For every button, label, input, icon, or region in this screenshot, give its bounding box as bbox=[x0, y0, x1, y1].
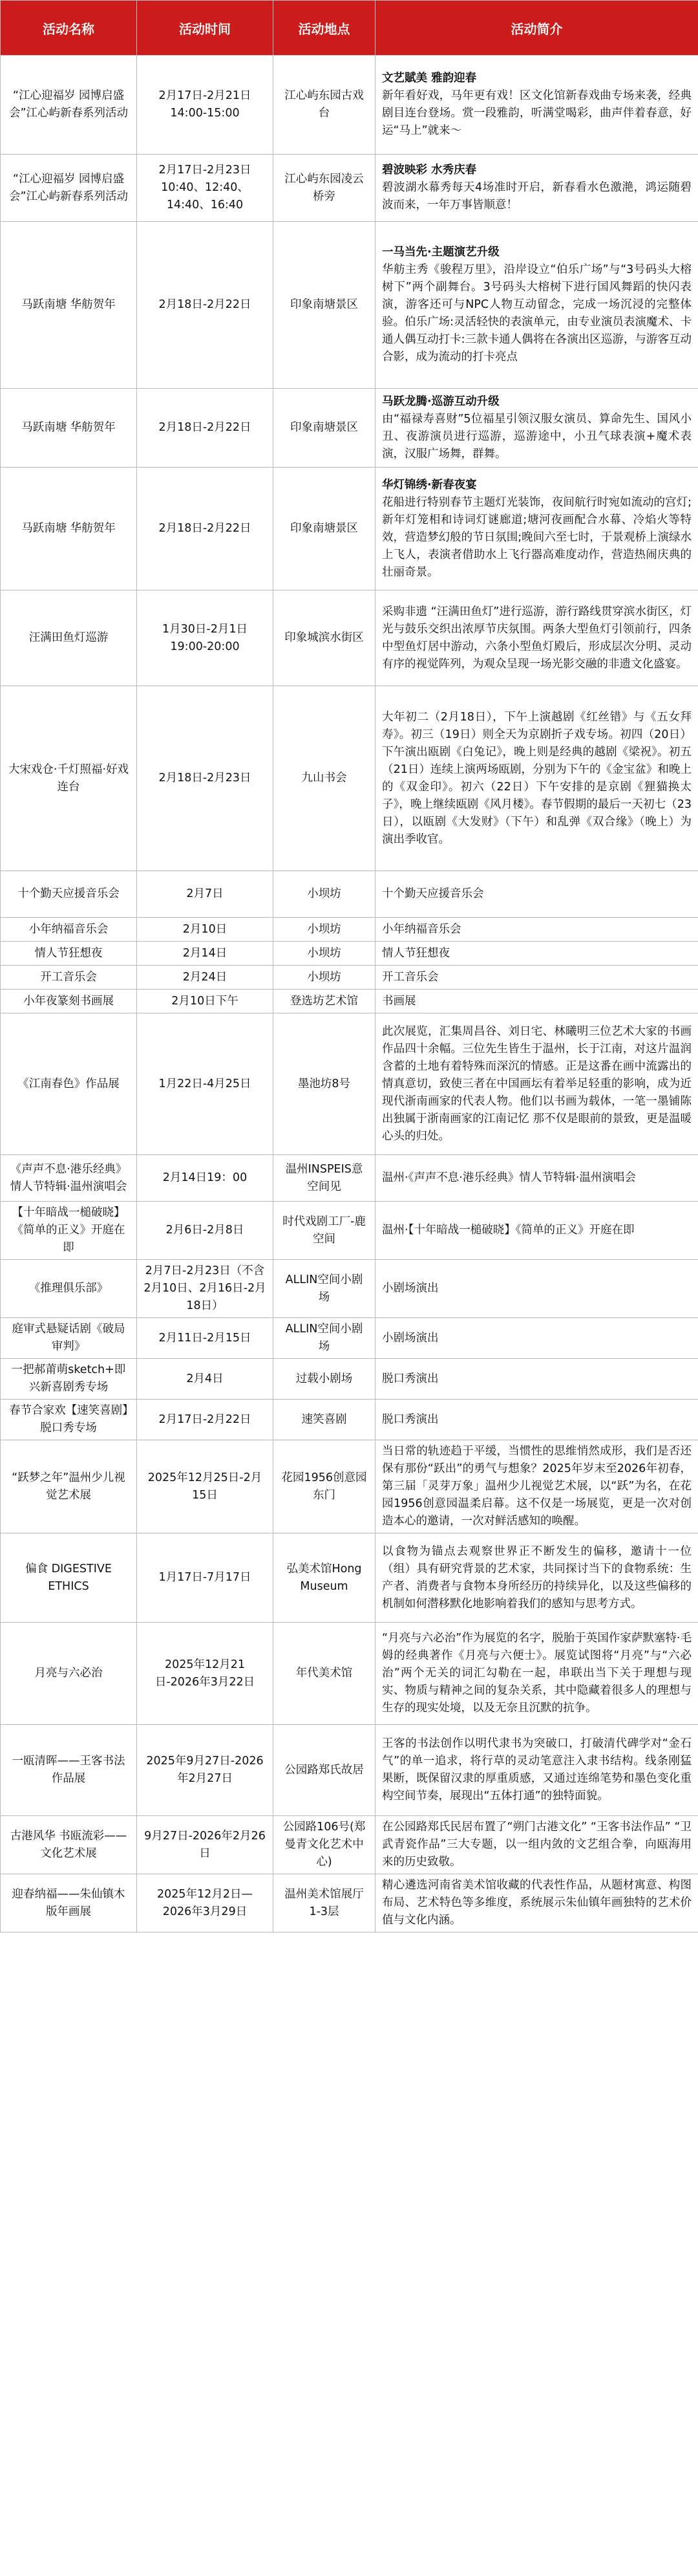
event-location-cell: 印象南塘景区 bbox=[273, 468, 375, 590]
table-row bbox=[1, 1874, 698, 1932]
event-description-cell bbox=[375, 56, 698, 155]
event-description-cell bbox=[375, 1260, 698, 1318]
event-description-text: 小剧场演出 bbox=[382, 1282, 439, 1295]
event-name-cell: 马跃南塘 华舫贺年 bbox=[1, 468, 137, 590]
event-description-cell bbox=[375, 686, 698, 871]
table-row bbox=[1, 990, 698, 1013]
table-row bbox=[1, 222, 698, 389]
table-row bbox=[1, 1400, 698, 1440]
event-name-cell: 《推理俱乐部》 bbox=[1, 1260, 137, 1318]
event-name-cell: 春节合家欢【速笑喜剧】脱口秀专场 bbox=[1, 1400, 137, 1440]
table-row bbox=[1, 1725, 698, 1816]
event-location-cell: 弘美术馆Hong Museum bbox=[273, 1533, 375, 1623]
event-description-text: 新年看好戏，马年更有戏！区文化馆新春戏曲专场来袭，经典剧目连台登场。赏一段雅韵，听满堂喝彩，曲声伴着春意，好运“马上”就来～ bbox=[382, 89, 692, 137]
event-time-cell: 2月10日 bbox=[137, 918, 273, 942]
event-description-text: 大年初二（2月18日），下午上演越剧《红丝错》与《五女拜寿》。初三（19日）则全天为京剧折子戏专场。初四（20日）下午演出瓯剧《白兔记》，晚上则是经典的越剧《梁祝》。初五（21日）连续上演两场瓯剧，分别为下午的《金宝盆》和晚上的《双金印》。初六（22日）下午安排的是京剧《狸猫换太子》，晚上继续瓯剧《风月楼》。春节假期的最后一天初七（23日），以瓯剧《大发财》（下午）和乱弹《双合缘》（晚上）为演出季收官。 bbox=[382, 710, 692, 846]
event-description-text: 小年纳福音乐会 bbox=[382, 922, 461, 936]
event-description-cell bbox=[375, 1202, 698, 1260]
event-time-cell: 2025年12月25日-2月15日 bbox=[137, 1440, 273, 1533]
event-location-cell: 江心屿东园凌云桥旁 bbox=[273, 155, 375, 222]
table-row bbox=[1, 1816, 698, 1874]
table-row bbox=[1, 1155, 698, 1202]
event-description-text: 此次展览，汇集周昌谷、刘日宅、林曦明三位艺术大家的书画作品四十余幅。三位先生皆生于温州，长于江南，对这片温润含蓄的土地有着特殊而深沉的情感。正是这番在画中流露出的情真意切，致使三者在中国画坛有着举足轻重的影响，成为近现代浙南画家的代表人物。他们以书画为载体，一笔一墨铺陈出独属于浙南画家的江南记忆 那不仅是眼前的景致，更是温暖心头的归处。 bbox=[382, 1024, 692, 1143]
event-description-text: 情人节狂想夜 bbox=[382, 946, 450, 960]
event-location-cell: 速笑喜剧 bbox=[273, 1400, 375, 1440]
event-description-cell bbox=[375, 918, 698, 942]
table-row bbox=[1, 1359, 698, 1400]
event-name-cell: 《江南春色》作品展 bbox=[1, 1013, 137, 1155]
event-description-text: 由“福禄寿喜财”5位福星引领汉服女演员、算命先生、国风小丑、夜游演员进行巡游，巡游途中，小丑气球表演+魔术表演，汉服广场舞，群舞。 bbox=[382, 412, 692, 460]
table-row bbox=[1, 1013, 698, 1155]
event-location-cell: 登选坊艺术馆 bbox=[273, 990, 375, 1013]
table-row bbox=[1, 871, 698, 918]
table-row bbox=[1, 56, 698, 155]
event-time-cell: 2月7日-2月23日（不含2月10日、2月16日-2月18日） bbox=[137, 1260, 273, 1318]
event-description-text: “月亮与六必治”作为展览的名字，脱胎于英国作家萨默塞特·毛姆的经典著作《月亮与六便士》。展览试图将“月亮”与“六必治”两个无关的词汇勾勒在一起，串联出当下关于理想与现实、物质与精神之间的复杂关系，其中隐藏着很多人的理想与生存的现实处境，以及无奈且沉默的抗争。 bbox=[382, 1632, 692, 1715]
event-name-cell: 《声声不息·港乐经典》情人节特辑·温州演唱会 bbox=[1, 1155, 137, 1202]
event-description-cell bbox=[375, 222, 698, 389]
header-event-name: 活动名称 bbox=[1, 1, 137, 56]
event-name-cell: 小年夜篆刻书画展 bbox=[1, 990, 137, 1013]
event-description-text: 采购非遗 “汪满田鱼灯”进行巡游，游行路线贯穿滨水街区，灯光与鼓乐交织出浓厚节庆氛围。两条大型鱼灯引领前行，四条中型鱼灯居中游动，六条小型鱼灯殿后，形成层次分明、灵动有序的视觉阵列，为观众呈现一场光影交融的非遗文化盛宴。 bbox=[382, 605, 692, 671]
event-location-cell: 印象南塘景区 bbox=[273, 389, 375, 468]
event-description-cell bbox=[375, 1623, 698, 1725]
event-highlight-title: 文艺賦美 雅韵迎春 bbox=[382, 72, 477, 85]
event-name-cell: 十个勤天应援音乐会 bbox=[1, 871, 137, 918]
event-description-cell bbox=[375, 1440, 698, 1533]
event-time-cell: 2月24日 bbox=[137, 966, 273, 990]
event-description-cell bbox=[375, 942, 698, 966]
table-body bbox=[1, 56, 698, 1932]
event-name-cell: 偏食 DIGESTIVE ETHICS bbox=[1, 1533, 137, 1623]
event-name-cell: 一把郝莆萌sketch+即兴新喜剧秀专场 bbox=[1, 1359, 137, 1400]
event-description-cell bbox=[375, 1400, 698, 1440]
event-description-text: 脱口秀演出 bbox=[382, 1372, 439, 1385]
table-row bbox=[1, 966, 698, 990]
event-name-cell: 汪满田鱼灯巡游 bbox=[1, 590, 137, 686]
event-description-cell bbox=[375, 871, 698, 918]
table-row bbox=[1, 942, 698, 966]
table-row bbox=[1, 1623, 698, 1725]
event-highlight-title: 一马当先·主题演艺升级 bbox=[382, 246, 500, 259]
event-time-cell: 9月27日-2026年2月26日 bbox=[137, 1816, 273, 1874]
event-description-text: 开工音乐会 bbox=[382, 970, 439, 984]
event-name-cell: 月亮与六必治 bbox=[1, 1623, 137, 1725]
event-location-cell: 墨池坊8号 bbox=[273, 1013, 375, 1155]
event-description-cell bbox=[375, 1155, 698, 1202]
event-time-cell: 2月14日 bbox=[137, 942, 273, 966]
table-header-row bbox=[1, 1, 698, 56]
event-description-text: 精心遴选河南省美术馆收藏的代表性作品，从题材寓意、构图布局、艺术特色等多维度，系统展示朱仙镇年画独特的艺术价值与文化内涵。 bbox=[382, 1879, 692, 1927]
event-location-cell: 时代戏剧工厂-鹿空间 bbox=[273, 1202, 375, 1260]
event-location-cell: 年代美术馆 bbox=[273, 1623, 375, 1725]
event-description-cell bbox=[375, 590, 698, 686]
event-description-cell bbox=[375, 966, 698, 990]
event-description-text: 十个勤天应援音乐会 bbox=[382, 887, 484, 900]
event-description-text: 当日常的轨迹趋于平缓，当惯性的思维悄然成形，我们是否还保有那份“跃出”的勇气与想象？2025年岁末至2026年初春，第三届「灵芽万象」温州少儿视觉艺术展，以“跃”为名，在花园1956创意园温柔启幕。这不仅是一场展览，更是一次对创造本心的邀请，一次对鲜活感知的唤醒。 bbox=[382, 1445, 692, 1528]
event-description-cell bbox=[375, 1013, 698, 1155]
event-description-text: 在公园路郑氏民居布置了“朔门古港文化” “王客书法作品” “卫武青瓷作品”三大专题，以一组内敛的文艺组合拳，向瓯海用来的历史致敬。 bbox=[382, 1821, 692, 1868]
header-event-description: 活动简介 bbox=[375, 1, 698, 56]
event-location-cell: 小坝坊 bbox=[273, 942, 375, 966]
table-row bbox=[1, 1440, 698, 1533]
event-name-cell: 小年纳福音乐会 bbox=[1, 918, 137, 942]
event-description-text: 王客的书法创作以明代隶书为突破口，打破清代碑学对“金石气”的单一追求，将行草的灵动笔意注入隶书结构。线条刚猛果断，既保留汉隶的厚重质感，又通过连绵笔势和墨色变化重构空间节奏，展现出“五体打通”的独特面貌。 bbox=[382, 1737, 692, 1802]
event-description-text: 华舫主秀《骏程万里》，沿岸设立“伯乐广场”与“3号码头大榕树下”两个副舞台。3号码头大榕树下进行国风舞蹈的快闪表演，游客还可与NPC人物互动留念，完成一场沉浸的完整体验。伯乐广场:灵活轻快的表演单元，由专业演员表演魔术、卡通人偶互动打卡:三款卡通人偶将在各演出区巡游，与游客互动合影，成为流动的打卡亮点 bbox=[382, 263, 692, 363]
event-location-cell: 小坝坊 bbox=[273, 966, 375, 990]
event-highlight-title: 马跃龙腾·巡游互动升级 bbox=[382, 395, 500, 408]
table-row bbox=[1, 590, 698, 686]
event-name-cell: 大宋戏仓·千灯照福·好戏连台 bbox=[1, 686, 137, 871]
event-location-cell: 温州INSPEIS意空间见 bbox=[273, 1155, 375, 1202]
event-time-cell: 2025年9月27日-2026年2月27日 bbox=[137, 1725, 273, 1816]
event-description-cell bbox=[375, 1318, 698, 1359]
table-row bbox=[1, 1260, 698, 1318]
event-location-cell: 印象南塘景区 bbox=[273, 222, 375, 389]
event-time-cell: 2月10日下午 bbox=[137, 990, 273, 1013]
event-time-cell: 2月7日 bbox=[137, 871, 273, 918]
table-row bbox=[1, 468, 698, 590]
event-description-cell bbox=[375, 1874, 698, 1932]
event-time-cell: 2月6日-2月8日 bbox=[137, 1202, 273, 1260]
event-description-cell bbox=[375, 389, 698, 468]
event-name-cell: “跃梦之年”温州少儿视觉艺术展 bbox=[1, 1440, 137, 1533]
event-description-text: 书画展 bbox=[382, 994, 416, 1008]
event-time-cell: 2月11日-2月15日 bbox=[137, 1318, 273, 1359]
event-name-cell: 【十年暗战一槌破晓】《简单的正义》开庭在即 bbox=[1, 1202, 137, 1260]
event-time-cell: 2月14日19：00 bbox=[137, 1155, 273, 1202]
table-row bbox=[1, 1533, 698, 1623]
event-description-cell bbox=[375, 1533, 698, 1623]
table-row bbox=[1, 686, 698, 871]
event-location-cell: 印象城滨水街区 bbox=[273, 590, 375, 686]
event-location-cell: 小坝坊 bbox=[273, 918, 375, 942]
event-name-cell: 开工音乐会 bbox=[1, 966, 137, 990]
event-name-cell: 庭审式悬疑话剧《破局审判》 bbox=[1, 1318, 137, 1359]
event-location-cell: ALLIN空间小剧场 bbox=[273, 1318, 375, 1359]
event-location-cell: 小坝坊 bbox=[273, 871, 375, 918]
table-row bbox=[1, 1202, 698, 1260]
event-description-cell bbox=[375, 155, 698, 222]
event-time-cell: 2025年12月21日-2026年3月22日 bbox=[137, 1623, 273, 1725]
event-description-text: 花船进行特别春节主题灯光装饰，夜间航行时宛如流动的宫灯;新年灯笼相和诗词灯谜廊道;塘河夜画配合水幕、冷焰火等特效，营造梦幻般的节日氛围;晚间六至七时，于景观桥上演绿水上飞人，表演者借助水上飞行器高难度动作，营造热闹庆典的壮丽奇景。 bbox=[382, 495, 692, 579]
event-description-text: 温州·《声声不息·港乐经典》情人节特辑·温州演唱会 bbox=[382, 1171, 636, 1184]
table-row bbox=[1, 918, 698, 942]
event-time-cell: 2月17日-2月22日 bbox=[137, 1400, 273, 1440]
event-time-cell: 2月17日-2月23日 10:40、12:40、14:40、16:40 bbox=[137, 155, 273, 222]
table-row bbox=[1, 1318, 698, 1359]
event-description-text: 脱口秀演出 bbox=[382, 1412, 439, 1426]
event-location-cell: 过载小剧场 bbox=[273, 1359, 375, 1400]
event-time-cell: 2025年12月2日—2026年3月29日 bbox=[137, 1874, 273, 1932]
event-time-cell: 2月18日-2月23日 bbox=[137, 686, 273, 871]
event-name-cell: 迎春纳福——朱仙镇木版年画展 bbox=[1, 1874, 137, 1932]
header-event-location: 活动地点 bbox=[273, 1, 375, 56]
event-name-cell: “江心迎福岁 园博启盛会”江心屿新春系列活动 bbox=[1, 56, 137, 155]
event-description-text: 温州·【十年暗战一槌破晓】《简单的正义》开庭在即 bbox=[382, 1224, 635, 1237]
event-location-cell: 公园路106号(郑曼青文化艺术中心) bbox=[273, 1816, 375, 1874]
event-description-cell bbox=[375, 468, 698, 590]
event-description-cell bbox=[375, 1359, 698, 1400]
event-description-cell bbox=[375, 1725, 698, 1816]
event-time-cell: 1月17日-7月17日 bbox=[137, 1533, 273, 1623]
event-description-text: 以食物为锚点去观察世界正不断发生的偏移，邀请十一位（组）具有研究背景的艺术家，共同探讨当下的食物系统：生产者、消费者与食物本身所经历的持续异化，以及这些偏移的机制如何潜移默化地影响着我们的感知与思考方式。 bbox=[382, 1544, 692, 1610]
event-name-cell: 马跃南塘 华舫贺年 bbox=[1, 389, 137, 468]
event-name-cell: “江心迎福岁 园博启盛会”江心屿新春系列活动 bbox=[1, 155, 137, 222]
event-name-cell: 古港风华 书瓯流彩——文化艺术展 bbox=[1, 1816, 137, 1874]
event-time-cell: 2月18日-2月22日 bbox=[137, 222, 273, 389]
event-time-cell: 2月4日 bbox=[137, 1359, 273, 1400]
event-description-cell bbox=[375, 1816, 698, 1874]
event-highlight-title: 华灯锦绣·新春夜宴 bbox=[382, 478, 477, 492]
header-event-time: 活动时间 bbox=[137, 1, 273, 56]
event-location-cell: 花园1956创意园东门 bbox=[273, 1440, 375, 1533]
event-name-cell: 马跃南塘 华舫贺年 bbox=[1, 222, 137, 389]
event-name-cell: 情人节狂想夜 bbox=[1, 942, 137, 966]
event-time-cell: 1月30日-2月1日 19:00-20:00 bbox=[137, 590, 273, 686]
event-location-cell: ALLIN空间小剧场 bbox=[273, 1260, 375, 1318]
event-time-cell: 2月18日-2月22日 bbox=[137, 389, 273, 468]
event-location-cell: 公园路郑氏故居 bbox=[273, 1725, 375, 1816]
event-description-text: 小剧场演出 bbox=[382, 1331, 439, 1345]
event-location-cell: 温州美术馆展厅1-3层 bbox=[273, 1874, 375, 1932]
table-row bbox=[1, 155, 698, 222]
table-row bbox=[1, 389, 698, 468]
event-time-cell: 2月17日-2月21日 14:00-15:00 bbox=[137, 56, 273, 155]
event-description-cell bbox=[375, 990, 698, 1013]
event-description-text: 碧波湖水幕秀每天4场准时开启，新春看水色激滟，鸿运随碧波而来，一年万事皆顺意！ bbox=[382, 181, 692, 211]
event-location-cell: 江心屿东园古戏台 bbox=[273, 56, 375, 155]
event-time-cell: 1月22日-4月25日 bbox=[137, 1013, 273, 1155]
event-location-cell: 九山书会 bbox=[273, 686, 375, 871]
event-name-cell: 一瓯清晖——王客书法作品展 bbox=[1, 1725, 137, 1816]
event-highlight-title: 碧波映彩 水秀庆春 bbox=[382, 164, 477, 177]
event-time-cell: 2月18日-2月22日 bbox=[137, 468, 273, 590]
